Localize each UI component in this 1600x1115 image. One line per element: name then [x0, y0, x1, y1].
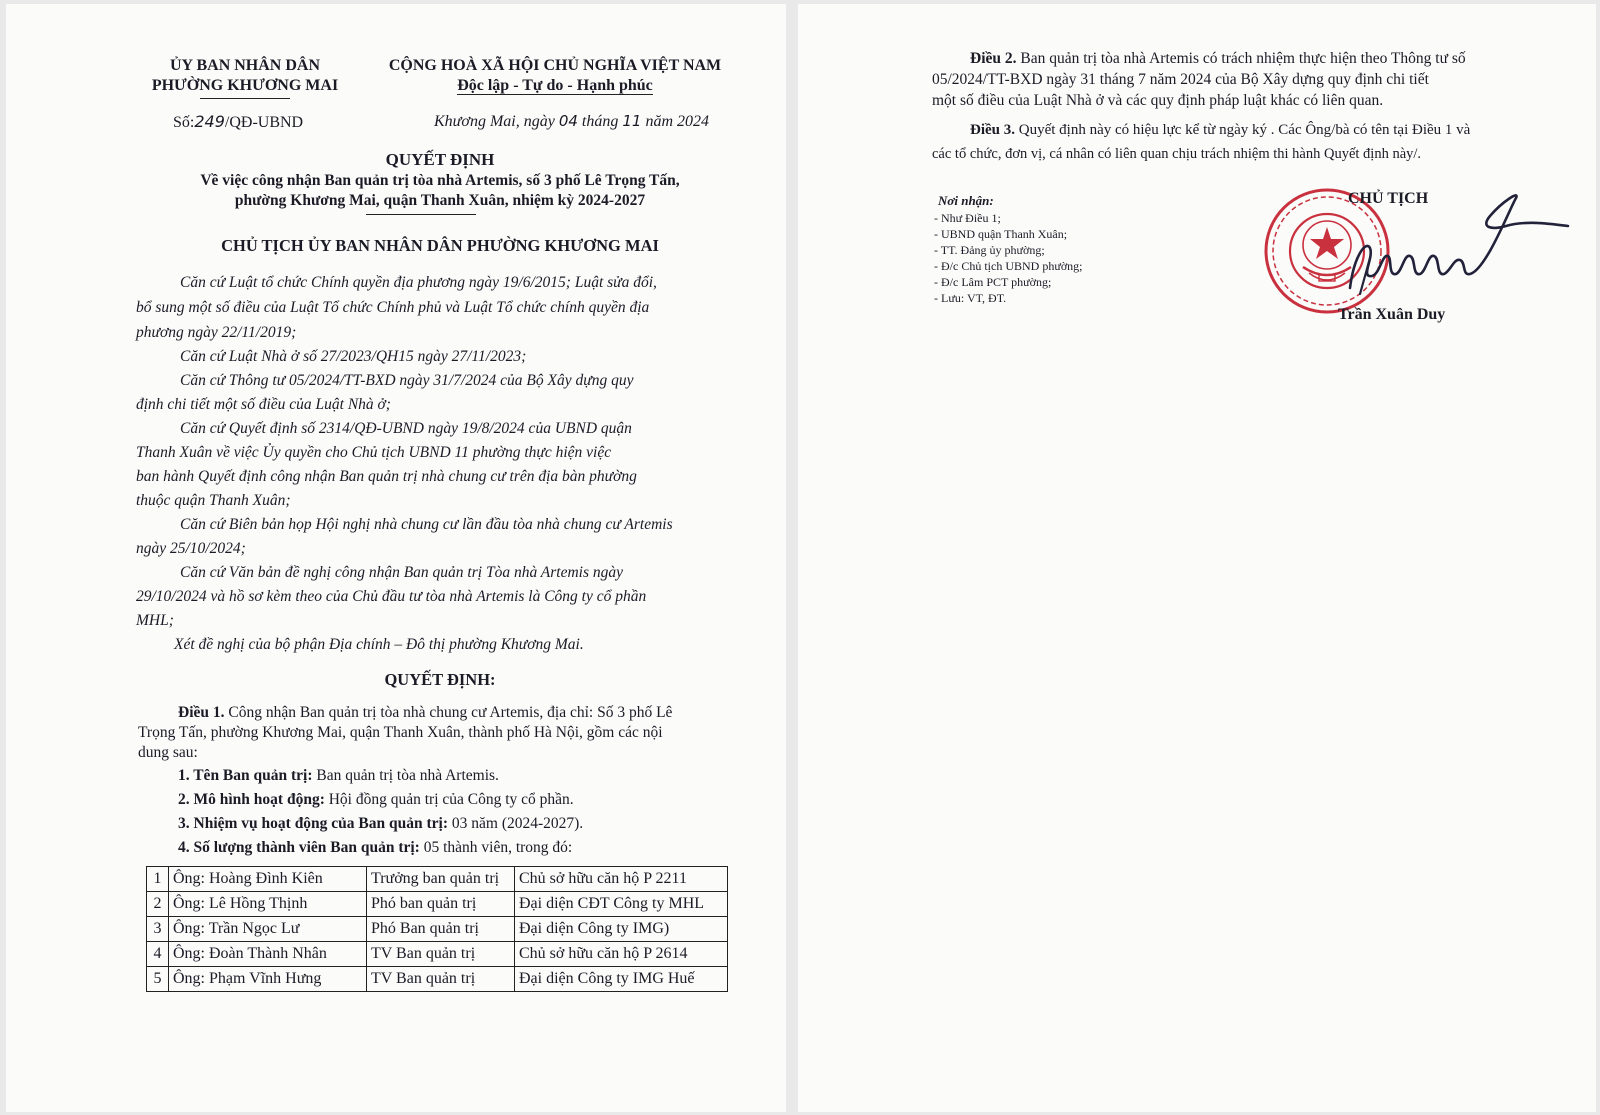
basis-line: MHL;: [136, 612, 174, 629]
member-role: Trưởng ban quản trị: [367, 867, 515, 892]
member-name: Ông: Phạm Vĩnh Hưng: [169, 967, 367, 992]
agency-name-line2: PHƯỜNG KHƯƠNG MAI: [151, 77, 339, 94]
member-name: Ông: Hoàng Đình Kiên: [169, 867, 367, 892]
basis-line: Căn cứ Văn bản đề nghị công nhận Ban quản trị Tòa nhà Artemis ngày: [180, 564, 624, 581]
table-row: [147, 942, 728, 967]
member-note: Chủ sở hữu căn hộ P 2614: [515, 942, 728, 967]
article-1-line-3: dung sau:: [138, 744, 198, 761]
nation-name: CỘNG HOÀ XÃ HỘI CHỦ NGHĨA VIỆT NAM: [388, 57, 722, 74]
recipient-item: - TT. Đảng ủy phường;: [934, 243, 1045, 257]
article-1-line-2: Trọng Tấn, phường Khương Mai, quận Thanh Xuân, thành phố Hà Nội, gồm các nội: [138, 724, 663, 741]
item-line: 1. Tên Ban quản trị: Ban quản trị tòa nhà Artemis.: [178, 767, 499, 784]
row-number: 4: [147, 942, 169, 967]
member-role: Phó ban quản trị: [367, 892, 515, 917]
item-line: 4. Số lượng thành viên Ban quản trị: 05 thành viên, trong đó:: [178, 839, 573, 856]
decision-number: Số:249/QĐ-UBND: [173, 112, 304, 131]
article-2-line-1: Điều 2. Ban quản trị tòa nhà Artemis có trách nhiệm thực hiện theo Thông tư số: [970, 50, 1466, 67]
national-motto: Độc lập - Tự do - Hạnh phúc: [457, 77, 653, 94]
members-table: [146, 866, 728, 992]
table-row: [147, 917, 728, 942]
signature-icon: [1330, 186, 1570, 306]
member-note: Chủ sở hữu căn hộ P 2211: [515, 867, 728, 892]
basis-line: Căn cứ Thông tư 05/2024/TT-BXD ngày 31/7/2024 của Bộ Xây dựng quy: [180, 372, 634, 389]
basis-line: 29/10/2024 và hồ sơ kèm theo của Chủ đầu tư tòa nhà Artemis là Công ty cổ phần: [136, 588, 647, 605]
member-note: Đại diện CĐT Công ty MHL: [515, 892, 728, 917]
subject-line-2: phường Khương Mai, quận Thanh Xuân, nhiệm kỳ 2024-2027: [234, 192, 646, 209]
signer-name: Trần Xuân Duy: [1338, 306, 1446, 323]
basis-line: ngày 25/10/2024;: [136, 540, 246, 557]
row-number: 5: [147, 967, 169, 992]
article-2-line-2: 05/2024/TT-BXD ngày 31 tháng 7 năm 2024 của Bộ Xây dựng quy định chi tiết: [932, 71, 1429, 88]
basis-line: bổ sung một số điều của Luật Tổ chức Chính phủ và Luật Tổ chức chính quyền địa: [136, 299, 650, 316]
article-2-line-3: một số điều của Luật Nhà ở và các quy định pháp luật khác có liên quan.: [932, 92, 1384, 109]
member-name: Ông: Đoàn Thành Nhân: [169, 942, 367, 967]
row-number: 1: [147, 867, 169, 892]
signer-title: CHỦ TỊCH: [1348, 190, 1429, 207]
basis-line: ban hành Quyết định công nhận Ban quản trị nhà chung cư trên địa bàn phường: [136, 468, 637, 485]
item-line: 3. Nhiệm vụ hoạt động của Ban quản trị: 03 năm (2024-2027).: [178, 815, 584, 832]
member-name: Ông: Lê Hồng Thịnh: [169, 892, 367, 917]
decision-heading: QUYẾT ĐỊNH:: [384, 670, 496, 689]
issuing-authority: CHỦ TỊCH ỦY BAN NHÂN DÂN PHƯỜNG KHƯƠNG MAI: [221, 236, 659, 255]
member-role: TV Ban quản trị: [367, 967, 515, 992]
article-1-line-1: Điều 1. Công nhận Ban quản trị tòa nhà chung cư Artemis, địa chỉ: Số 3 phố Lê: [178, 704, 673, 721]
member-note: Đại diện Công ty IMG Huế: [515, 967, 728, 992]
recipient-item: - Lưu: VT, ĐT.: [934, 291, 1007, 305]
article-3-line-2: các tổ chức, đơn vị, cá nhân có liên quan chịu trách nhiệm thi hành Quyết định này/.: [932, 146, 1422, 162]
recipients-title: Nơi nhận:: [938, 193, 994, 208]
subject-line-1: Về việc công nhận Ban quản trị tòa nhà Artemis, số 3 phố Lê Trọng Tấn,: [200, 172, 680, 189]
basis-line: Căn cứ Luật Nhà ở số 27/2023/QH15 ngày 27/11/2023;: [180, 348, 527, 365]
item-line: 2. Mô hình hoạt động: Hội đồng quản trị của Công ty cổ phần.: [178, 791, 574, 808]
member-name: Ông: Trần Ngọc Lư: [169, 917, 367, 942]
table-row: [147, 867, 728, 892]
row-number: 3: [147, 917, 169, 942]
table-row: [147, 967, 728, 992]
agency-underline: [200, 98, 290, 99]
article-3-line-1: Điều 3. Quyết định này có hiệu lực kể từ ngày ký . Các Ông/bà có tên tại Điều 1 và: [970, 122, 1471, 138]
basis-line: phương ngày 22/11/2019;: [136, 324, 297, 341]
subject-underline: [366, 214, 476, 215]
document-page-2: [798, 4, 1596, 1112]
recipient-item: - Đ/c Chủ tịch UBND phường;: [934, 259, 1083, 273]
row-number: 2: [147, 892, 169, 917]
member-role: TV Ban quản trị: [367, 942, 515, 967]
basis-line: Căn cứ Quyết định số 2314/QĐ-UBND ngày 19/8/2024 của UBND quận: [180, 420, 632, 437]
recipient-item: - Đ/c Lâm PCT phường;: [934, 275, 1052, 289]
basis-line: Xét đề nghị của bộ phận Địa chính – Đô thị phường Khương Mai.: [174, 636, 584, 653]
document-title: QUYẾT ĐỊNH: [385, 150, 495, 169]
member-role: Phó Ban quản trị: [367, 917, 515, 942]
basis-line: Thanh Xuân về việc Ủy quyền cho Chủ tịch UBND 11 phường thực hiện việc: [136, 444, 612, 461]
member-note: Đại diện Công ty IMG): [515, 917, 728, 942]
basis-line: Căn cứ Biên bản họp Hội nghị nhà chung cư lần đầu tòa nhà chung cư Artemis: [180, 516, 673, 533]
basis-line: thuộc quận Thanh Xuân;: [136, 492, 291, 509]
issue-date: Khương Mai, ngày 04 tháng 11 năm 2024: [434, 112, 710, 130]
basis-line: định chi tiết một số điều của Luật Nhà ở;: [136, 396, 391, 413]
recipient-item: - Như Điều 1;: [934, 211, 1001, 225]
basis-line: Căn cứ Luật tổ chức Chính quyền địa phương ngày 19/6/2015; Luật sửa đổi,: [180, 274, 657, 291]
table-row: [147, 892, 728, 917]
agency-name-line1: ỦY BAN NHÂN DÂN: [169, 57, 321, 74]
recipient-item: - UBND quận Thanh Xuân;: [934, 227, 1068, 241]
